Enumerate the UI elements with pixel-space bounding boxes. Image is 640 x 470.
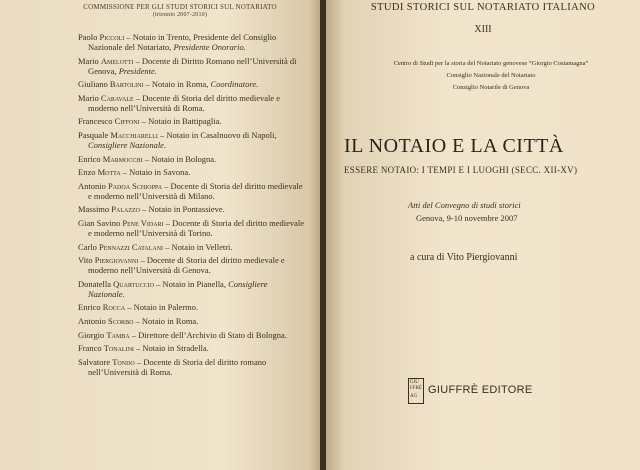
logo-text: AG [410,394,418,399]
member-first-name: Giorgio [78,329,105,340]
member-surname: Caravale [100,92,134,103]
member-surname: Amelotti [100,55,134,66]
logo-text: FFRÈ [410,386,422,391]
member-role: – Docente di Storia del diritto medievale e moderno nell’Università di Roma. [88,92,281,113]
member-role: – Docente di Storia del diritto medievale e moderno nell’Università di Genova. [88,255,285,276]
member-first-name: Enrico [78,302,101,313]
publisher-name: GIUFFRÈ EDITORE [428,384,533,396]
member-role: – Docente di Storia del diritto romano nell’Università di Roma. [88,356,267,377]
member-role: – Notaio in Casalnuovo di Napoli, [157,129,277,140]
institution-line: Centro di Studi per la storia del Notariato genovese “Giorgio Costamagna” [393,60,589,67]
member-role: – Docente di Storia del diritto medievale e moderno nell’Università di Milano. [88,180,303,201]
member-surname: Tonalini [103,343,134,354]
member-entry [78,93,304,113]
member-title: Presidente Onorario. [171,42,246,52]
member-title: Consigliere Nazionale. [88,278,268,299]
sponsoring-institutions [346,58,636,94]
member-surname: Padoa Schioppa [108,180,163,191]
member-role: – Notaio in Stradella. [133,343,209,354]
member-entry [78,242,304,252]
right-page [326,0,640,470]
member-surname: Macchiarelli [110,129,158,140]
member-surname: Bartolini [109,79,144,90]
member-entry [78,32,304,52]
member-first-name: Vito [78,255,93,266]
member-first-name: Enzo [78,167,96,178]
member-entry [78,204,304,214]
member-title: Consigliere Nazionale. [88,139,167,150]
member-surname: Marmocchi [102,153,143,164]
member-first-name: Gian Savino [78,217,121,228]
member-title: Presidente. [116,65,157,76]
series-title: STUDI STORICI SUL NOTARIATO ITALIANO [370,2,596,13]
book-subtitle: ESSERE NOTAIO: I TEMPI E I LUOGHI (SECC. XII-XV) [344,165,578,175]
member-first-name: Pasquale [78,129,109,140]
volume-number: XIII [474,24,492,35]
commission-title: COMMISSIONE PER GLI STUDI STORICI SUL NOTARIATO [83,3,277,11]
member-entry [78,130,304,150]
member-surname: Pennazzi Catalani [99,241,164,252]
member-role: – Notaio in Roma. [133,315,199,326]
logo-text: GIU [410,380,419,385]
member-first-name: Francesco [78,116,113,127]
member-surname: Tondo [112,356,135,367]
member-surname: Scorbo [108,315,134,326]
institution-line: Consiglio Notarile di Genova [452,84,530,91]
member-surname: Palazzo [111,204,141,215]
member-entry [78,218,304,238]
member-entry [78,154,304,164]
member-first-name: Enrico [78,153,101,164]
member-entry [78,116,304,126]
member-first-name: Antonio [78,180,106,191]
institution-line: Consiglio Nazionale del Notariato [446,72,536,79]
proceedings-line: Atti del Convegno di studi storici [408,200,521,210]
member-role: – Notaio in Battipaglia. [139,116,222,127]
member-first-name: Giuliano [78,79,108,90]
member-entry [78,279,304,299]
member-first-name: Massimo [78,204,110,215]
book-title: IL NOTAIO E LA CITTÀ [344,135,564,157]
commission-header [60,3,300,19]
member-surname: Motta [97,167,121,178]
member-first-name: Salvatore [78,356,111,367]
member-role: – Notaio in Palermo. [125,302,199,313]
member-entry [78,357,304,377]
member-entry [78,302,304,312]
commission-period: (triennio 2007-2010) [152,12,208,18]
member-entry [78,255,304,275]
member-role: – Notaio in Velletri. [163,241,233,252]
member-first-name: Franco [78,343,102,354]
member-surname: Rocca [102,302,126,313]
member-first-name: Carlo [78,241,97,252]
place-date: Genova, 9-10 novembre 2007 [416,213,518,223]
editor-line: a cura di Vito Piergiovanni [410,252,518,263]
member-surname: Piergiovanni [94,255,139,266]
member-entry [78,167,304,177]
member-first-name: Antonio [78,315,106,326]
member-title: Coordinatore. [208,79,259,90]
member-role: – Notaio in Roma, [143,79,209,90]
member-first-name: Donatella [78,278,112,289]
member-surname: Ciffoni [114,116,140,127]
member-role: – Notaio in Pontassieve. [140,204,225,215]
member-surname: Pene Vidari [122,217,164,228]
publisher-logo [408,378,424,404]
member-surname: Quartuccio [113,278,154,289]
member-entry [78,330,304,340]
member-first-name: Mario [78,92,99,103]
member-list [78,32,304,380]
member-role: – Notaio in Pianella, [153,278,226,289]
member-role: – Notaio in Savona. [120,167,191,178]
member-surname: Tamba [106,329,130,340]
publisher-block [408,378,548,404]
member-role: – Notaio in Bologna. [142,153,217,164]
member-entry [78,181,304,201]
member-entry [78,343,304,353]
member-entry [78,316,304,326]
member-first-name: Paolo [78,32,98,42]
member-first-name: Mario [78,55,99,66]
member-role: – Docente di Diritto Romano nell’Università di Genova, [88,55,297,76]
member-surname: Piccoli [99,32,125,42]
member-role: – Direttore dell’Archivio di Stato di Bologna. [129,329,287,340]
member-role: – Notaio in Trento, Presidente del Consiglio Nazionale del Notariato, [88,32,277,52]
member-role: – Docente di Storia del diritto medievale e moderno nell’Università di Torino. [88,217,305,238]
member-entry [78,79,304,89]
member-entry [78,56,304,76]
